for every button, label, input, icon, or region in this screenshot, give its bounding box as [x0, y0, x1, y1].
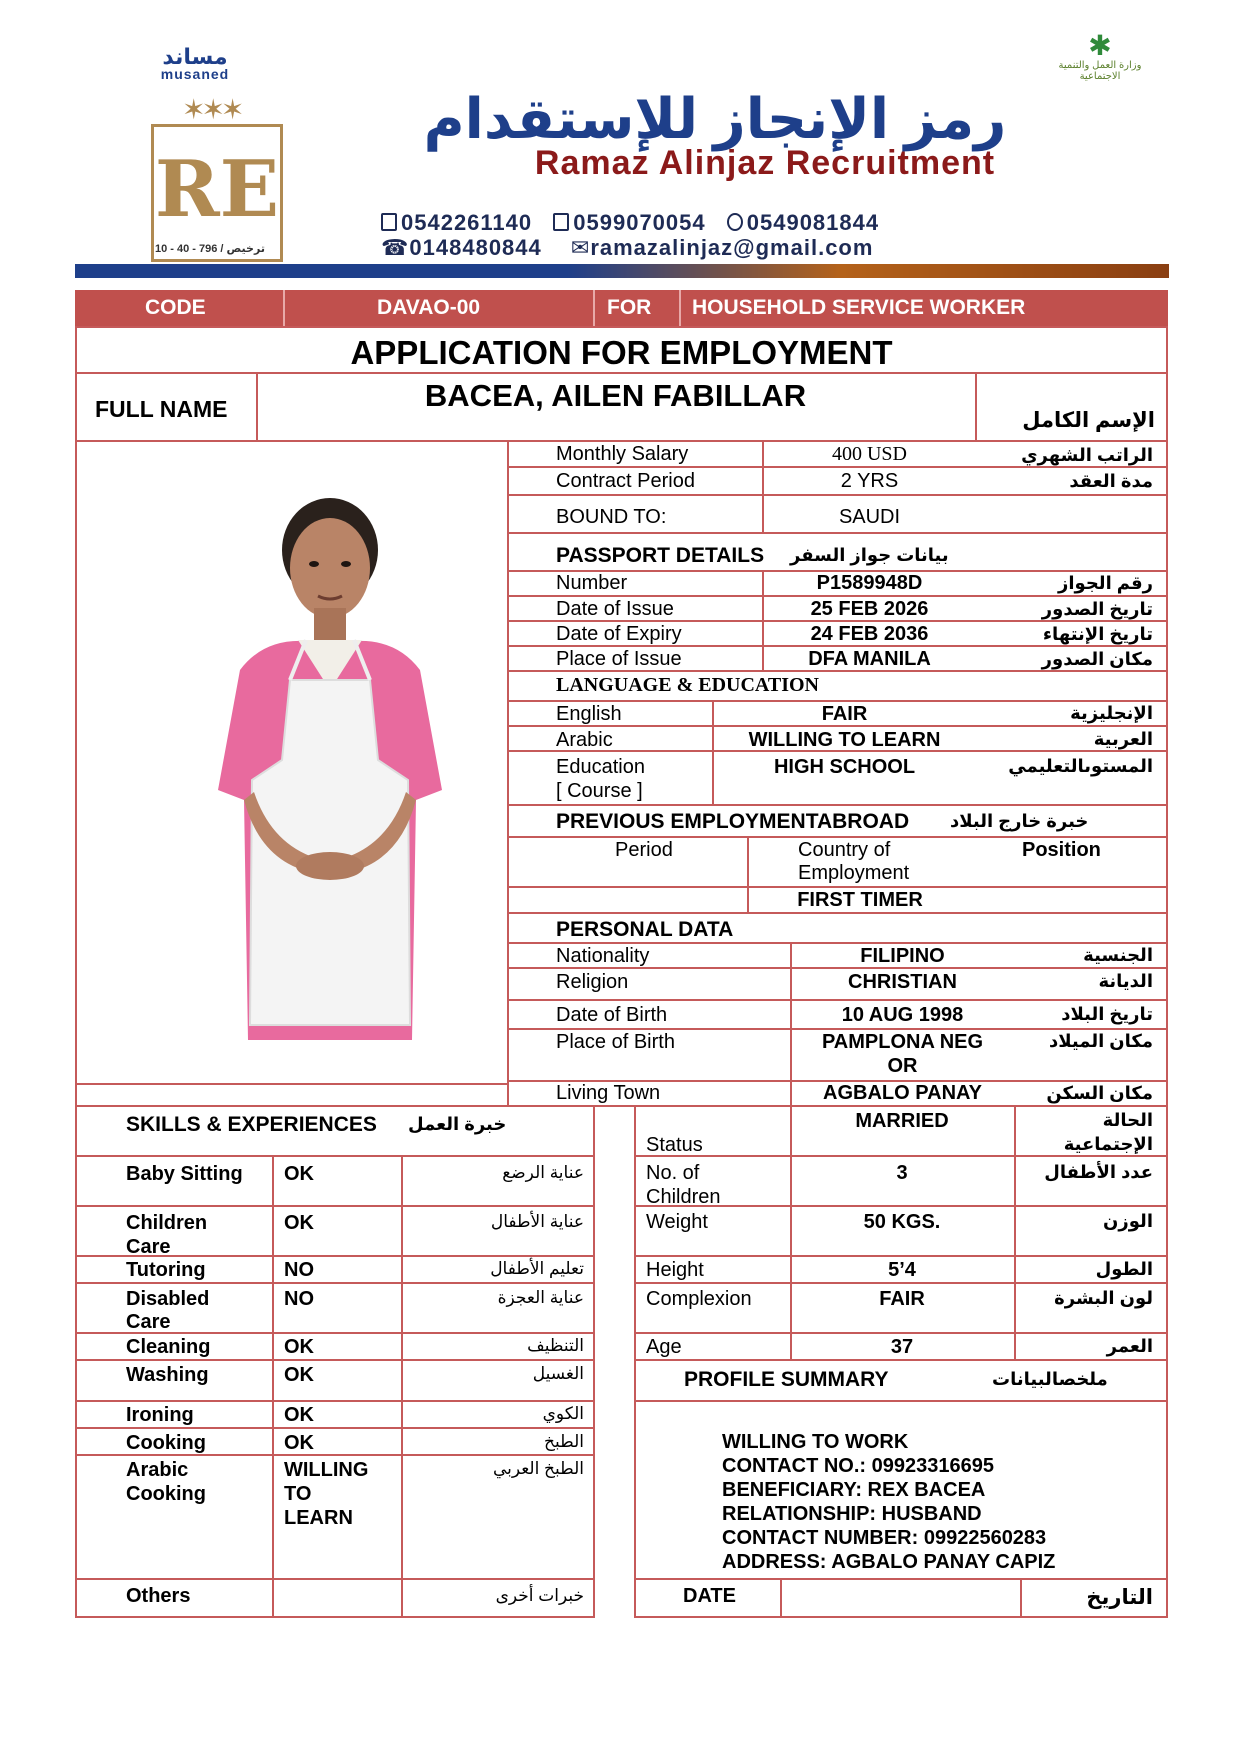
- full-name-label-ar: الإسم الكامل: [1022, 409, 1155, 432]
- applicant-photo: [180, 480, 480, 1050]
- full-name-label: FULL NAME: [95, 396, 228, 422]
- bound-to-value: SAUDI: [838, 506, 901, 528]
- position-column: Position: [1022, 839, 1101, 861]
- phone-list: 0542261140 0599070054 0549081844: [381, 210, 1121, 236]
- complexion-value: FAIR: [879, 1288, 925, 1310]
- place-of-issue: DFA MANILA: [808, 648, 931, 670]
- for-label: FOR: [607, 296, 652, 319]
- contact-line: ☎0148480844 ✉ramazalinjaz@gmail.com: [381, 235, 874, 260]
- skill-value: OK: [284, 1212, 314, 1234]
- page-title: APPLICATION FOR EMPLOYMENT: [350, 334, 893, 371]
- employment-status: FIRST TIMER: [797, 889, 923, 911]
- skill-value: OK: [284, 1432, 314, 1454]
- profile-heading: PROFILE SUMMARY: [684, 1368, 889, 1391]
- whatsapp-icon: [727, 213, 743, 231]
- language-heading: LANGUAGE & EDUCATION: [556, 674, 819, 696]
- english-level: FAIR: [821, 703, 868, 725]
- passport-heading: PASSPORT DETAILS: [556, 544, 765, 567]
- nationality-value: FILIPINO: [860, 945, 945, 967]
- skill-value: WILLING: [284, 1459, 369, 1481]
- profile-line: ADDRESS: AGBALO PANAY CAPIZ: [722, 1551, 1056, 1573]
- living-town-value: AGBALO PANAY: [823, 1082, 982, 1104]
- skill-value: OK: [284, 1404, 314, 1426]
- musaned-logo: مساند musaned: [160, 44, 230, 82]
- skills-heading: SKILLS & EXPERIENCES: [126, 1113, 377, 1136]
- company-header: [75, 20, 1169, 278]
- for-value: HOUSEHOLD SERVICE WORKER: [692, 296, 1026, 319]
- profile-line: WILLING TO WORK: [722, 1431, 909, 1453]
- license-number: 10 - 40 - 796 / ترخيص: [155, 243, 265, 255]
- skill-value: NO: [284, 1288, 314, 1310]
- expiry-date: 24 FEB 2036: [810, 623, 929, 645]
- profile-line: BENEFICIARY: REX BACEA: [722, 1479, 986, 1501]
- skill-value: OK: [284, 1364, 314, 1386]
- code-value: DAVAO-00: [377, 296, 481, 319]
- mobile-icon: [381, 213, 397, 231]
- marital-status-value: MARRIED: [855, 1110, 949, 1132]
- age-value: 37: [890, 1336, 914, 1358]
- title-row: [75, 326, 1168, 374]
- birth-place-value: PAMPLONA NEG: [821, 1031, 984, 1053]
- profile-line: CONTACT NO.: 09923316695: [722, 1455, 994, 1477]
- contract-period-value: 2 YRS: [840, 470, 899, 492]
- ministry-logo: ✱ وزارة العمل والتنمية الاجتماعية: [1055, 32, 1145, 82]
- period-column: Period: [615, 839, 673, 861]
- children-count-value: 3: [896, 1162, 908, 1184]
- mobile-icon: [553, 213, 569, 231]
- height-value: 5’4: [888, 1259, 916, 1281]
- telephone-icon: ☎: [381, 235, 410, 260]
- palm-icon: ✱: [1088, 30, 1112, 61]
- weight-value: 50 KGS.: [863, 1211, 941, 1233]
- religion-value: CHRISTIAN: [848, 971, 957, 993]
- email-icon: ✉: [570, 235, 591, 260]
- brand-name-english: Ramaz Alinjaz Recruitment: [534, 144, 996, 182]
- profile-line: CONTACT NUMBER: 09922560283: [722, 1527, 1047, 1549]
- previous-employment-heading: PREVIOUS EMPLOYMENTABROAD: [556, 810, 910, 833]
- skill-value: OK: [284, 1336, 314, 1358]
- education-level: HIGH SCHOOL: [773, 756, 916, 778]
- brand-name-arabic: رمز الإنجاز للإستقدام: [423, 87, 1007, 150]
- passport-number: P1589948D: [816, 572, 923, 594]
- full-name-value: BACEA, AILEN FABILLAR: [424, 378, 807, 413]
- date-label: DATE: [683, 1585, 736, 1607]
- banner-stripe: [75, 264, 1169, 278]
- code-bar: [75, 290, 1168, 326]
- profile-line: RELATIONSHIP: HUSBAND: [722, 1503, 982, 1525]
- skill-value: NO: [284, 1259, 314, 1281]
- code-label: CODE: [145, 296, 206, 319]
- personal-data-heading: PERSONAL DATA: [556, 918, 734, 941]
- issue-date: 25 FEB 2026: [810, 598, 929, 620]
- company-logo: ✶✶✶ RE: [151, 124, 283, 262]
- birth-date-value: 10 AUG 1998: [841, 1004, 964, 1026]
- salary-value: 400 USD: [831, 443, 907, 465]
- arabic-level: WILLING TO LEARN: [748, 729, 941, 751]
- people-icon: ✶✶✶: [182, 94, 241, 125]
- skill-value: OK: [284, 1163, 314, 1185]
